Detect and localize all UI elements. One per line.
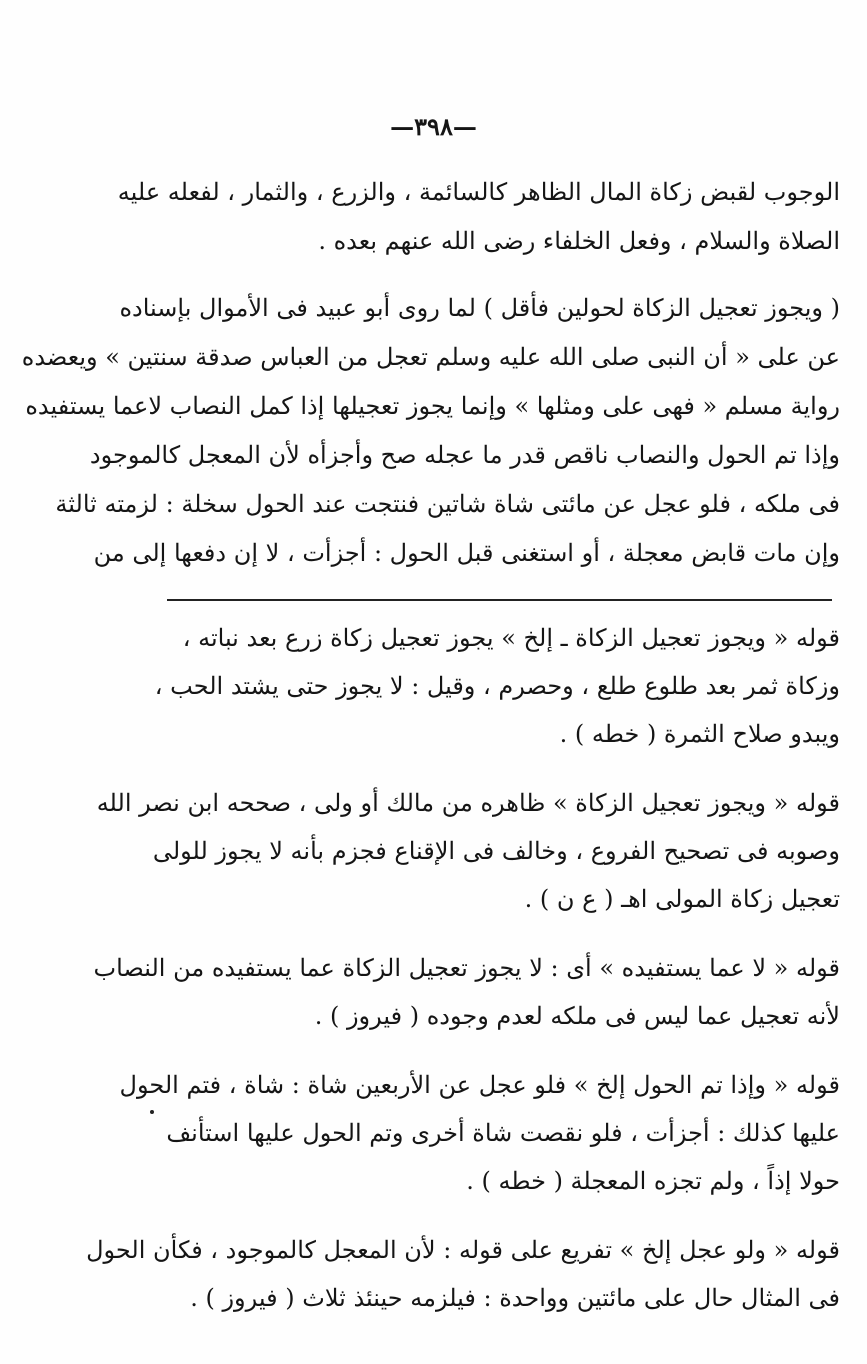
- footnote-line: عليها كذلك : أجزأت ، فلو نقصت شاة أخرى وتم الحول عليها استأنف: [166, 1119, 840, 1147]
- stray-ink-dot: [150, 1110, 154, 1114]
- footnote-line: فى المثال حال على مائتين وواحدة : فيلزمه حينئذ ثلاث ( فيروز ) .: [190, 1284, 840, 1312]
- paragraph-gap: [170, 923, 840, 944]
- footnote-line: قوله « ويجوز تعجيل الزكاة » ظاهره من مالك أو ولى ، صححه ابن نصر الله: [96, 789, 840, 817]
- paragraph-gap: [170, 1205, 840, 1226]
- footnotes-block: [86, 614, 840, 1322]
- paragraph-gap: [170, 758, 840, 779]
- main-text-line: عن على « أن النبى صلى الله عليه وسلم تعجل من العباس صدقة سنتين » ويعضده: [21, 343, 840, 371]
- footnote-line: لأنه تعجيل عما ليس فى ملكه لعدم وجوده ( فيروز ) .: [314, 1002, 840, 1030]
- footnote-line: ويبدو صلاح الثمرة ( خطه ) .: [559, 720, 840, 748]
- footnote-line: قوله « ويجوز تعجيل الزكاة ـ إلخ » يجوز تعجيل زكاة زرع بعد نباته ،: [182, 624, 840, 652]
- main-text-line: الوجوب لقبض زكاة المال الظاهر كالسائمة ، والزرع ، والثمار ، لفعله عليه: [117, 178, 840, 206]
- footnote-divider: [167, 599, 832, 601]
- main-text-line: وإذا تم الحول والنصاب ناقص قدر ما عجله صح وأجزأه لأن المعجل كالموجود: [89, 441, 840, 469]
- paragraph-gap: [170, 266, 840, 284]
- footnote-line: وزكاة ثمر بعد طلوع طلع ، وحصرم ، وقيل : لا يجوز حتى يشتد الحب ،: [154, 672, 840, 700]
- main-text-line: ( ويجوز تعجيل الزكاة لحولين فأقل ) لما روى أبو عبيد فى الأموال بإسناده: [119, 294, 840, 322]
- main-text-line: وإن مات قابض معجلة ، أو استغنى قبل الحول : أجزأت ، لا إن دفعها إلى من: [93, 539, 840, 567]
- footnote-line: قوله « ولو عجل إلخ » تفريع على قوله : لأن المعجل كالموجود ، فكأن الحول: [86, 1236, 840, 1264]
- main-text-line: الصلاة والسلام ، وفعل الخلفاء رضى الله عنهم بعده .: [318, 227, 840, 255]
- page-number: —٣٩٨—: [390, 112, 477, 141]
- main-text-block: [21, 168, 840, 578]
- footnote-line: وصوبه فى تصحيح الفروع ، وخالف فى الإقناع فجزم بأنه لا يجوز للولى: [152, 837, 840, 865]
- paragraph-gap: [170, 1040, 840, 1061]
- footnote-line: تعجيل زكاة المولى اهـ ( ع ن ) .: [524, 885, 840, 913]
- footnote-line: قوله « لا عما يستفيده » أى : لا يجوز تعجيل الزكاة عما يستفيده من النصاب: [93, 954, 840, 982]
- main-text-line: فى ملكه ، فلو عجل عن مائتى شاة شاتين فنتجت عند الحول سخلة : لزمته ثالثة: [55, 490, 840, 518]
- footnote-line: حولا إذاً ، ولم تجزه المعجلة ( خطه ) .: [466, 1167, 840, 1195]
- footnote-line: قوله « وإذا تم الحول إلخ » فلو عجل عن الأربعين شاة : شاة ، فتم الحول: [119, 1071, 840, 1099]
- main-text-line: رواية مسلم « فهى على ومثلها » وإنما يجوز تعجيلها إذا كمل النصاب لاعما يستفيده: [25, 392, 840, 420]
